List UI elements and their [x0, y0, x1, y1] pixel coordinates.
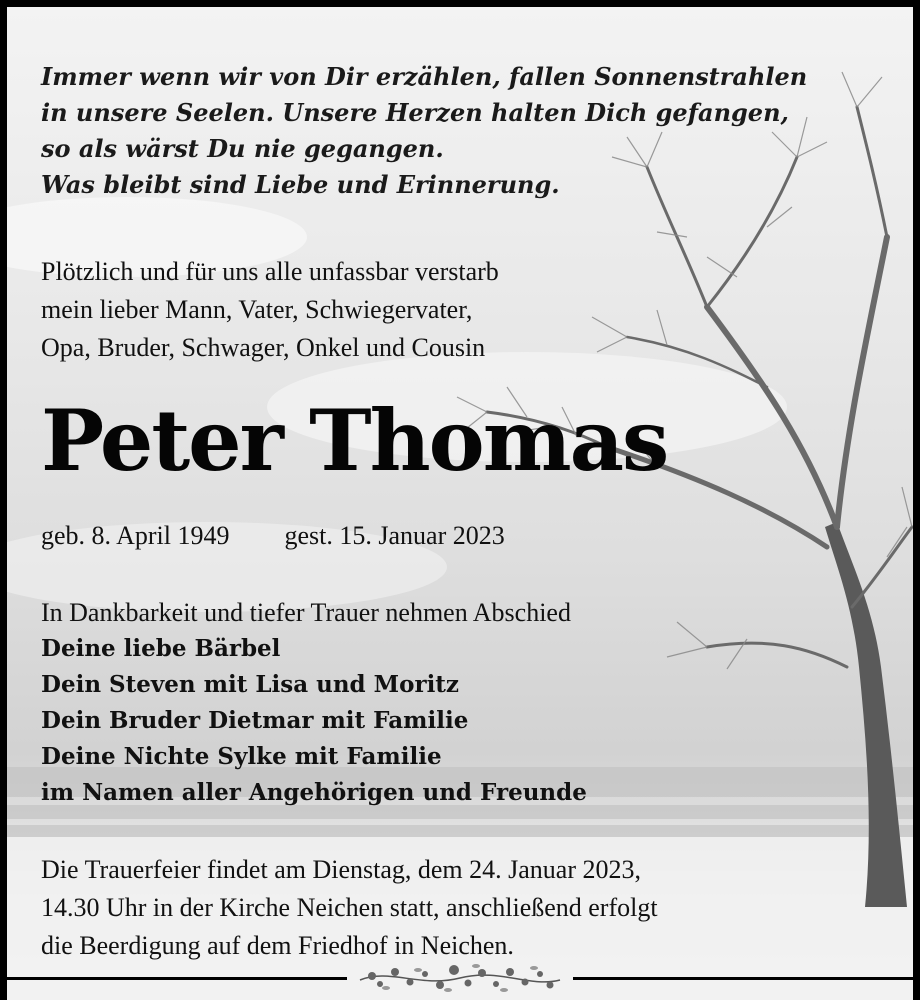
- service-line: Die Trauerfeier findet am Dienstag, dem 24. Januar 2023,: [41, 855, 642, 884]
- death-announcement: [41, 253, 499, 367]
- bottom-border-right: [573, 977, 913, 980]
- memorial-verse: [41, 59, 807, 203]
- signer-line: Dein Steven mit Lisa und Moritz: [41, 671, 459, 698]
- bottom-border-left: [7, 977, 347, 980]
- funeral-service-info: [41, 851, 658, 965]
- floral-ornament-icon: [350, 958, 570, 998]
- life-dates: [41, 517, 505, 555]
- birth-date: geb. 8. April 1949: [41, 521, 230, 550]
- verse-line: in unsere Seelen. Unsere Herzen halten Dich gefangen,: [41, 98, 789, 127]
- signer-line: Deine Nichte Sylke mit Familie: [41, 743, 442, 770]
- intro-line: Opa, Bruder, Schwager, Onkel und Cousin: [41, 333, 486, 362]
- signer-line: Dein Bruder Dietmar mit Familie: [41, 707, 469, 734]
- signer-line: Deine liebe Bärbel: [41, 635, 281, 662]
- service-line: 14.30 Uhr in der Kirche Neichen statt, anschließend erfolgt: [41, 893, 658, 922]
- intro-line: Plötzlich und für uns alle unfassbar verstarb: [41, 257, 499, 286]
- mourning-intro: In Dankbarkeit und tiefer Trauer nehmen Abschied: [41, 598, 571, 627]
- verse-line: so als wärst Du nie gegangen.: [41, 134, 444, 163]
- service-line: die Beerdigung auf dem Friedhof in Neichen.: [41, 931, 514, 960]
- deceased-name: Peter Thomas: [41, 391, 668, 490]
- verse-line: Immer wenn wir von Dir erzählen, fallen Sonnenstrahlen: [41, 62, 808, 91]
- death-date: gest. 15. Januar 2023: [284, 521, 505, 550]
- signer-line: im Namen aller Angehörigen und Freunde: [41, 779, 587, 806]
- intro-line: mein lieber Mann, Vater, Schwiegervater,: [41, 295, 473, 324]
- verse-line: Was bleibt sind Liebe und Erinnerung.: [41, 170, 560, 199]
- mourners-section: [41, 595, 587, 811]
